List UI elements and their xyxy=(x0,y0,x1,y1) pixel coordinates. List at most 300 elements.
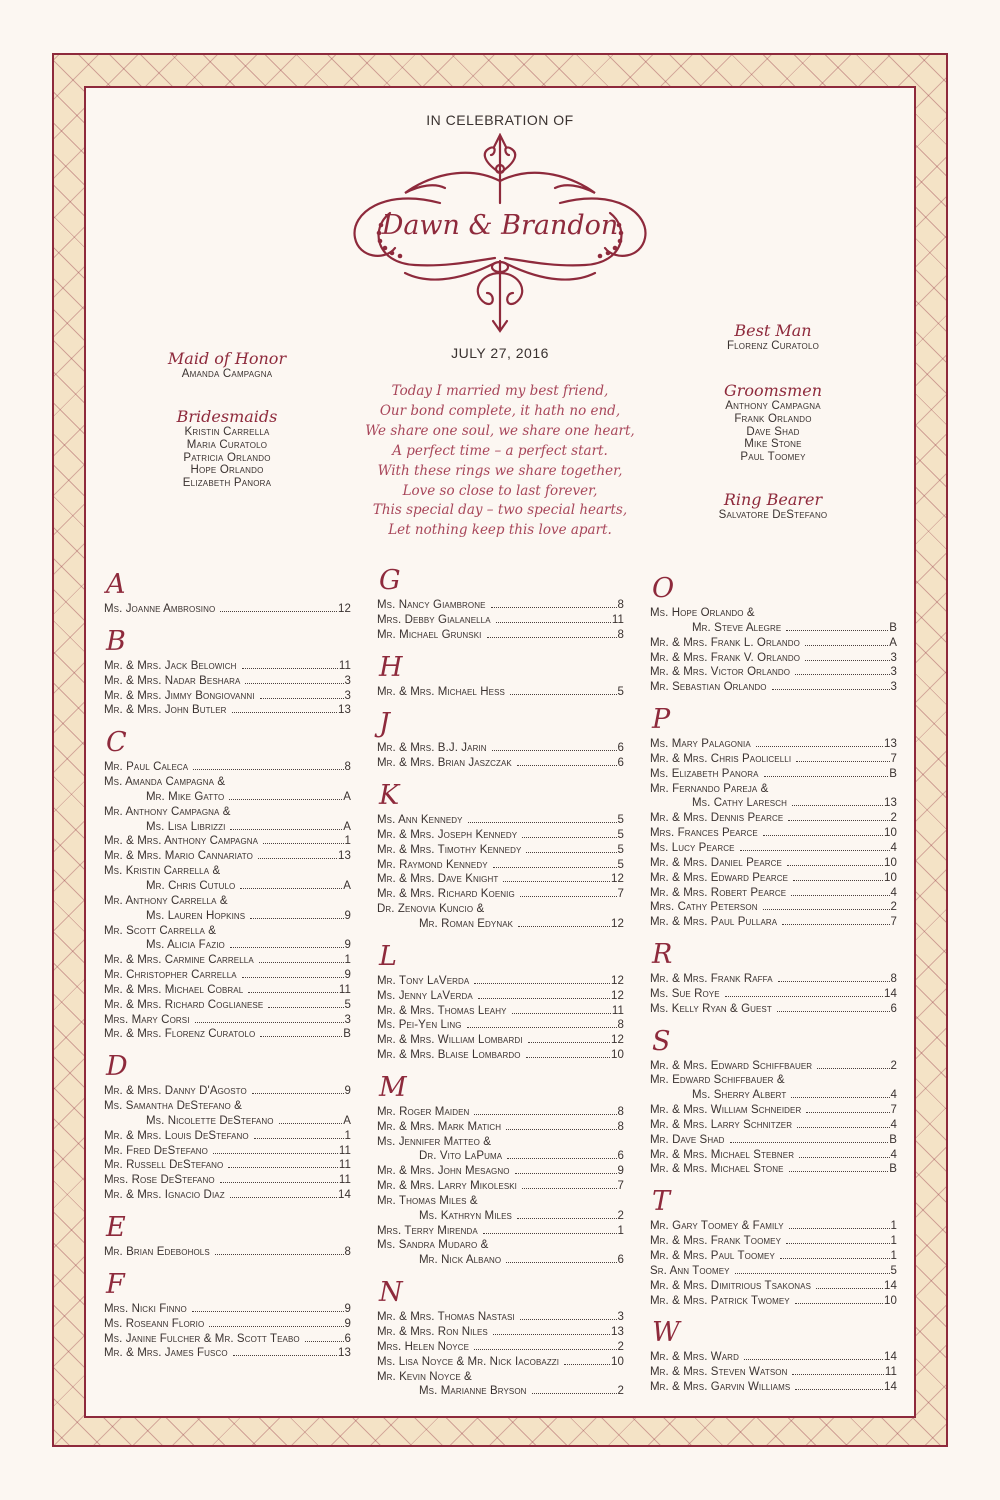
dot-leader xyxy=(520,1319,617,1320)
table-number: 1 xyxy=(890,1220,897,1233)
guest-name: Ms. Janine Fulcher & Mr. Scott Teabo xyxy=(104,1332,300,1345)
table-number: 1 xyxy=(617,1224,624,1237)
table-number: 3 xyxy=(890,681,897,694)
guest-name: Mr. Thomas Miles & xyxy=(377,1194,478,1207)
guest-name: Ms. Marianne Bryson xyxy=(419,1385,527,1398)
table-number: 7 xyxy=(890,1104,897,1117)
guest-row xyxy=(104,1158,351,1173)
dot-leader xyxy=(763,835,883,836)
table-number: 11 xyxy=(338,659,351,672)
guest-name: Ms. Lisa Librizzi xyxy=(146,820,226,833)
letter-section xyxy=(377,566,624,643)
dot-leader xyxy=(786,630,888,631)
guest-row xyxy=(650,782,897,797)
dot-leader xyxy=(507,1158,616,1159)
table-number: 6 xyxy=(617,757,624,770)
guest-row xyxy=(650,606,897,621)
guest-name: Mr. Brian Edebohols xyxy=(104,1246,210,1258)
guest-row xyxy=(650,796,897,811)
guest-row xyxy=(104,760,351,775)
table-number: 3 xyxy=(890,651,897,664)
guest-row xyxy=(650,1073,897,1088)
dot-leader xyxy=(220,1182,338,1183)
guest-row xyxy=(650,651,897,666)
dot-leader xyxy=(250,918,343,919)
guest-row xyxy=(650,1249,897,1264)
party-name: Florenz Curatolo xyxy=(726,340,820,352)
maid-of-honor-title: Maid of Honor xyxy=(167,349,287,368)
seating-column-1 xyxy=(104,570,351,1371)
maid-of-honor-block xyxy=(127,349,327,381)
guest-name: Mrs. Cathy Peterson xyxy=(650,901,758,914)
table-number: 10 xyxy=(611,1049,624,1062)
guest-name: Mr. & Mrs. Michael Hess xyxy=(377,685,505,698)
table-number: 3 xyxy=(344,1013,351,1026)
guest-row xyxy=(104,659,351,674)
guest-row xyxy=(377,1370,624,1385)
table-number: 5 xyxy=(617,843,624,856)
dot-leader xyxy=(213,1153,338,1154)
dot-leader xyxy=(260,1036,342,1037)
guest-row xyxy=(104,849,351,864)
dot-leader xyxy=(263,843,343,844)
table-number: 5 xyxy=(617,814,624,827)
guest-name: Mr. & Mrs. John Mesagno xyxy=(377,1165,510,1178)
guest-row xyxy=(377,1105,624,1120)
table-number: A xyxy=(343,820,351,833)
dot-leader xyxy=(526,1057,610,1058)
guest-name: Ms. Lisa Noyce & Mr. Nick Iacobazzi xyxy=(377,1355,560,1368)
guest-row xyxy=(650,1059,897,1074)
dot-leader xyxy=(805,660,889,661)
table-number: 5 xyxy=(617,858,624,871)
section-letter: D xyxy=(106,1051,128,1083)
guest-name: Mr. & Mrs. Mario Cannariato xyxy=(104,850,253,863)
guest-row xyxy=(650,1350,897,1365)
poem-line: Today I married my best friend, xyxy=(391,383,609,399)
party-name: Amanda Campagna xyxy=(181,368,273,380)
guest-name: Mr. & Mrs. James Fusco xyxy=(104,1347,228,1360)
dot-leader xyxy=(242,977,344,978)
party-name: Hope Orlando xyxy=(190,464,264,477)
guest-name: Mr. & Mrs. John Butler xyxy=(104,704,227,717)
dot-leader xyxy=(491,607,617,608)
table-number: 8 xyxy=(617,1120,624,1133)
guest-row xyxy=(377,1194,624,1209)
dot-leader xyxy=(474,1114,616,1115)
guest-name: Mr. & Mrs. Daniel Pearce xyxy=(650,856,782,869)
guest-row xyxy=(377,1310,624,1325)
guest-name: Ms. Nicolette DeStefano xyxy=(146,1114,274,1127)
guest-name: Mr. & Mrs. Edward Pearce xyxy=(650,871,789,884)
guest-name: Mr. Fred DeStefano xyxy=(104,1144,208,1157)
dot-leader xyxy=(503,881,610,882)
dot-leader xyxy=(493,1334,610,1335)
dot-leader xyxy=(744,1359,883,1360)
section-letter: K xyxy=(379,780,400,812)
guest-row xyxy=(377,1048,624,1063)
table-number: 8 xyxy=(617,599,624,611)
dot-leader xyxy=(795,1303,883,1304)
dot-leader xyxy=(220,611,337,612)
table-number: A xyxy=(343,1114,351,1127)
guest-row xyxy=(377,1033,624,1048)
table-number: 14 xyxy=(884,987,897,1000)
section-letter: O xyxy=(652,573,675,604)
guest-row xyxy=(377,1149,624,1164)
table-number: 11 xyxy=(338,1159,351,1172)
guest-row xyxy=(104,1346,351,1361)
table-number: 4 xyxy=(890,841,897,854)
guest-name: Mr. Anthony Carrella & xyxy=(104,894,228,907)
section-letter: A xyxy=(106,569,126,600)
dot-leader xyxy=(528,1042,610,1043)
dot-leader xyxy=(248,992,338,993)
table-number: 13 xyxy=(884,797,897,810)
guest-row xyxy=(377,843,624,858)
guest-row xyxy=(650,1264,897,1279)
guest-name: Mr. & Mrs. Michael Stone xyxy=(650,1163,784,1176)
poem-line: We share one soul, we share one heart, xyxy=(365,422,635,439)
dot-leader xyxy=(240,888,342,889)
table-number: B xyxy=(889,1133,897,1146)
dot-leader xyxy=(526,852,616,853)
table-number: 12 xyxy=(611,1034,624,1047)
guest-row xyxy=(650,1234,897,1249)
guest-row xyxy=(650,1365,897,1380)
poem-line: With these rings we share together, xyxy=(377,462,623,479)
guest-name: Mr. & Mrs. Richard Coglianese xyxy=(104,998,264,1011)
guest-row xyxy=(104,790,351,805)
guest-row xyxy=(650,665,897,680)
guest-row xyxy=(650,856,897,871)
letter-section xyxy=(377,942,624,1063)
dot-leader xyxy=(792,805,883,806)
guest-name: Ms. Ann Kennedy xyxy=(377,814,463,827)
guest-row xyxy=(104,703,351,718)
party-name: Salvatore DeStefano xyxy=(718,509,828,521)
wedding-date: JULY 27, 2016 xyxy=(451,345,549,361)
guest-row xyxy=(104,1245,351,1260)
guest-name: Mr. Kevin Noyce & xyxy=(377,1370,472,1383)
guest-row xyxy=(377,902,624,917)
guest-row xyxy=(377,613,624,628)
guest-name: Mr. Mike Gatto xyxy=(146,790,225,803)
guest-name: Mr. & Mrs. Jimmy Bongiovanni xyxy=(104,689,255,702)
guest-row xyxy=(650,811,897,826)
guest-name: Mrs. Rose DeStefano xyxy=(104,1174,215,1187)
guest-name: Mr. & Mrs. Ward xyxy=(650,1351,739,1364)
guest-row xyxy=(650,915,897,930)
party-name: Anthony Campagna xyxy=(725,400,821,412)
dot-leader xyxy=(467,1027,617,1028)
guest-name: Mr. & Mrs. B.J. Jarin xyxy=(377,742,487,755)
guest-name: Ms. Pei-Yen Ling xyxy=(377,1019,462,1032)
guest-row xyxy=(377,1325,624,1340)
bridesmaids-block xyxy=(127,407,327,490)
guest-row xyxy=(377,1179,624,1194)
table-number: 9 xyxy=(344,1317,351,1330)
letter-section xyxy=(104,570,351,617)
guest-row xyxy=(377,741,624,756)
table-number: 6 xyxy=(617,742,624,755)
guest-row xyxy=(650,1219,897,1234)
guest-row xyxy=(377,828,624,843)
guest-row xyxy=(377,756,624,771)
dot-leader xyxy=(230,947,344,948)
guest-row xyxy=(377,813,624,828)
table-number: 1 xyxy=(344,835,351,848)
guest-row xyxy=(377,628,624,643)
guest-name: Mr. & Mrs. Ron Niles xyxy=(377,1326,488,1338)
guest-name: Ms. Sherry Albert xyxy=(692,1089,787,1102)
table-number: 9 xyxy=(344,969,351,982)
table-number: 11 xyxy=(338,1144,351,1157)
table-number: 2 xyxy=(890,1059,897,1072)
guest-row xyxy=(650,636,897,651)
poem-line: This special day – two special hearts, xyxy=(372,502,628,519)
table-number: 14 xyxy=(884,1351,897,1364)
guest-name: Mr. & Mrs. Florenz Curatolo xyxy=(104,1028,256,1041)
table-number: 2 xyxy=(617,1385,624,1398)
letter-section xyxy=(377,1073,624,1268)
table-number: 10 xyxy=(884,871,897,884)
dot-leader xyxy=(192,1311,344,1312)
guest-row xyxy=(650,1133,897,1148)
dot-leader xyxy=(795,1389,883,1390)
dot-leader xyxy=(522,837,616,838)
table-number: 3 xyxy=(890,666,897,679)
table-number: 11 xyxy=(338,983,351,996)
table-number: 11 xyxy=(338,1174,351,1187)
dot-leader xyxy=(492,750,617,751)
guest-name: Mr. Christopher Carrella xyxy=(104,969,237,982)
guest-name: Ms. Kathryn Miles xyxy=(419,1209,512,1222)
letter-section xyxy=(650,1027,897,1178)
section-letter: W xyxy=(652,1317,680,1349)
table-number: 13 xyxy=(338,704,351,717)
table-number: 9 xyxy=(344,939,351,952)
dot-leader xyxy=(506,1262,616,1263)
table-number: 6 xyxy=(890,1002,897,1015)
guest-row xyxy=(104,1302,351,1317)
table-number: 4 xyxy=(890,1089,897,1102)
guest-row xyxy=(650,900,897,915)
guest-row xyxy=(650,972,897,987)
guest-row xyxy=(650,1088,897,1103)
party-name: Frank Orlando xyxy=(734,412,812,425)
table-number: 9 xyxy=(344,909,351,922)
letter-section xyxy=(104,1270,351,1361)
dot-leader xyxy=(254,1138,344,1139)
guest-row xyxy=(650,826,897,841)
dot-leader xyxy=(230,829,342,830)
guest-name: Mrs. Frances Pearce xyxy=(650,827,758,840)
table-number: 5 xyxy=(617,685,624,698)
guest-name: Ms. Kelly Ryan & Guest xyxy=(650,1002,772,1015)
table-number: 9 xyxy=(344,1302,351,1315)
guest-row xyxy=(104,1084,351,1099)
guest-name: Mr. & Mrs. Thomas Nastasi xyxy=(377,1311,515,1324)
dot-leader xyxy=(517,765,617,766)
guest-name: Mr. & Mrs. Mark Matich xyxy=(377,1120,502,1133)
guest-row xyxy=(104,864,351,879)
table-number: 10 xyxy=(884,856,897,869)
guest-row xyxy=(650,621,897,636)
guest-name: Mr. & Mrs. Larry Mikoleski xyxy=(377,1180,518,1193)
dot-leader xyxy=(195,1022,344,1023)
guest-name: Mr. & Mrs. Ignacio Diaz xyxy=(104,1189,225,1202)
guest-row xyxy=(104,1144,351,1159)
dot-leader xyxy=(730,1142,889,1143)
section-letter: L xyxy=(379,940,397,972)
dot-leader xyxy=(520,896,617,897)
guest-row xyxy=(377,887,624,902)
dot-leader xyxy=(777,1011,890,1012)
dot-leader xyxy=(260,698,344,699)
dot-leader xyxy=(512,1013,611,1014)
guest-name: Mr. & Mrs. Jack Belowich xyxy=(104,659,237,672)
dot-leader xyxy=(756,746,883,747)
guest-row xyxy=(104,983,351,998)
guest-row xyxy=(104,1173,351,1188)
guest-name: Ms. Jenny LaVerda xyxy=(377,989,473,1002)
guest-name: Ms. Cathy Laresch xyxy=(692,797,787,810)
table-number: A xyxy=(343,879,351,892)
party-name: Kristin Carrella xyxy=(184,426,270,438)
table-number: 2 xyxy=(890,901,897,914)
table-number: 12 xyxy=(611,989,624,1002)
guest-name: Mr. Fernando Pareja & xyxy=(650,782,769,795)
dot-leader xyxy=(735,1273,890,1274)
seating-column-2 xyxy=(377,566,624,1409)
dot-leader xyxy=(795,674,889,675)
dot-leader xyxy=(786,1243,889,1244)
guest-row xyxy=(104,1332,351,1347)
groomsmen-block xyxy=(673,381,873,464)
dot-leader xyxy=(518,926,610,927)
dot-leader xyxy=(791,895,889,896)
guest-name: Ms. Joanne Ambrosino xyxy=(104,603,216,615)
table-number: 5 xyxy=(617,828,624,841)
guest-row xyxy=(377,1164,624,1179)
best-man-title: Best Man xyxy=(734,321,812,340)
guest-row xyxy=(104,1188,351,1203)
section-letter: T xyxy=(652,1186,671,1218)
table-number: 1 xyxy=(344,954,351,967)
letter-section xyxy=(377,709,624,771)
dot-leader xyxy=(805,645,888,646)
guest-row xyxy=(104,820,351,835)
dot-leader xyxy=(506,1129,616,1130)
guest-name: Mr. & Mrs. Chris Paolicelli xyxy=(650,752,792,765)
guest-name: Mr. Edward Schiffbauer & xyxy=(650,1074,785,1087)
table-number: 8 xyxy=(617,628,624,641)
guest-name: Mrs. Debby Gialanella xyxy=(377,613,491,626)
dot-leader xyxy=(515,1173,617,1174)
dot-leader xyxy=(780,1258,890,1259)
guest-name: Mr. Scott Carrella & xyxy=(104,924,217,937)
guest-row xyxy=(650,1294,897,1309)
party-name: Patricia Orlando xyxy=(183,451,271,464)
table-number: 10 xyxy=(884,1294,897,1307)
section-letter: P xyxy=(652,704,671,736)
table-number: 5 xyxy=(890,1264,897,1277)
party-name: Maria Curatolo xyxy=(186,438,268,451)
guest-row xyxy=(104,894,351,909)
guest-name: Mr. & Mrs. Dimitrious Tsakonas xyxy=(650,1279,812,1292)
section-letter: H xyxy=(379,651,403,683)
dot-leader xyxy=(252,1093,344,1094)
table-number: 4 xyxy=(890,1148,897,1161)
guest-name: Dr. Vito LaPuma xyxy=(419,1150,503,1163)
guest-name: Mrs. Terry Mirenda xyxy=(377,1224,478,1237)
dot-leader xyxy=(474,983,610,984)
letter-section xyxy=(104,627,351,718)
groomsmen-title: Groomsmen xyxy=(723,381,823,400)
guest-name: Ms. Lucy Pearce xyxy=(650,841,735,854)
guest-name: Ms. Elizabeth Panora xyxy=(650,767,759,780)
guest-row xyxy=(104,953,351,968)
letter-section xyxy=(650,705,897,930)
poem-line: Let nothing keep this love apart. xyxy=(388,522,612,539)
dot-leader xyxy=(778,981,890,982)
guest-row xyxy=(650,1103,897,1118)
guest-row xyxy=(104,775,351,790)
section-letter: B xyxy=(106,625,126,657)
guest-row xyxy=(650,1380,897,1395)
guest-name: Ms. Jennifer Matteo & xyxy=(377,1135,491,1148)
dot-leader xyxy=(487,637,617,638)
dot-leader xyxy=(791,1097,889,1098)
guest-row xyxy=(377,1340,624,1355)
dot-leader xyxy=(193,769,343,770)
letter-section xyxy=(104,728,351,1042)
guest-row xyxy=(104,909,351,924)
guest-row xyxy=(104,968,351,983)
table-number: B xyxy=(343,1028,351,1041)
section-letter: R xyxy=(652,939,673,971)
guest-row xyxy=(377,917,624,932)
table-number: 1 xyxy=(344,1129,351,1142)
party-name: Dave Shad xyxy=(746,425,800,438)
guest-name: Mr. Roger Maiden xyxy=(377,1105,470,1118)
guest-row xyxy=(104,834,351,849)
party-name: Paul Toomey xyxy=(740,451,806,464)
guest-name: Mr. & Mrs. Michael Cobral xyxy=(104,983,244,996)
guest-row xyxy=(650,767,897,782)
dot-leader xyxy=(268,1007,343,1008)
guest-row xyxy=(650,886,897,901)
table-number: 5 xyxy=(344,998,351,1011)
guest-name: Mr. & Mrs. William Lombardi xyxy=(377,1034,523,1047)
letter-section xyxy=(377,1278,624,1399)
letter-section xyxy=(650,574,897,695)
table-number: 1 xyxy=(890,1235,897,1248)
guest-name: Ms. Sue Roye xyxy=(650,987,720,1000)
guest-row xyxy=(104,998,351,1013)
dot-leader xyxy=(259,962,344,963)
table-number: 4 xyxy=(890,1118,897,1131)
table-number: 3 xyxy=(344,689,351,702)
guest-row xyxy=(650,1279,897,1294)
table-number: 8 xyxy=(617,1105,624,1118)
guest-name: Mr. Dave Shad xyxy=(650,1133,725,1146)
letter-section xyxy=(377,653,624,700)
dot-leader xyxy=(772,689,890,690)
dot-leader xyxy=(806,1112,889,1113)
dot-leader xyxy=(229,799,342,800)
